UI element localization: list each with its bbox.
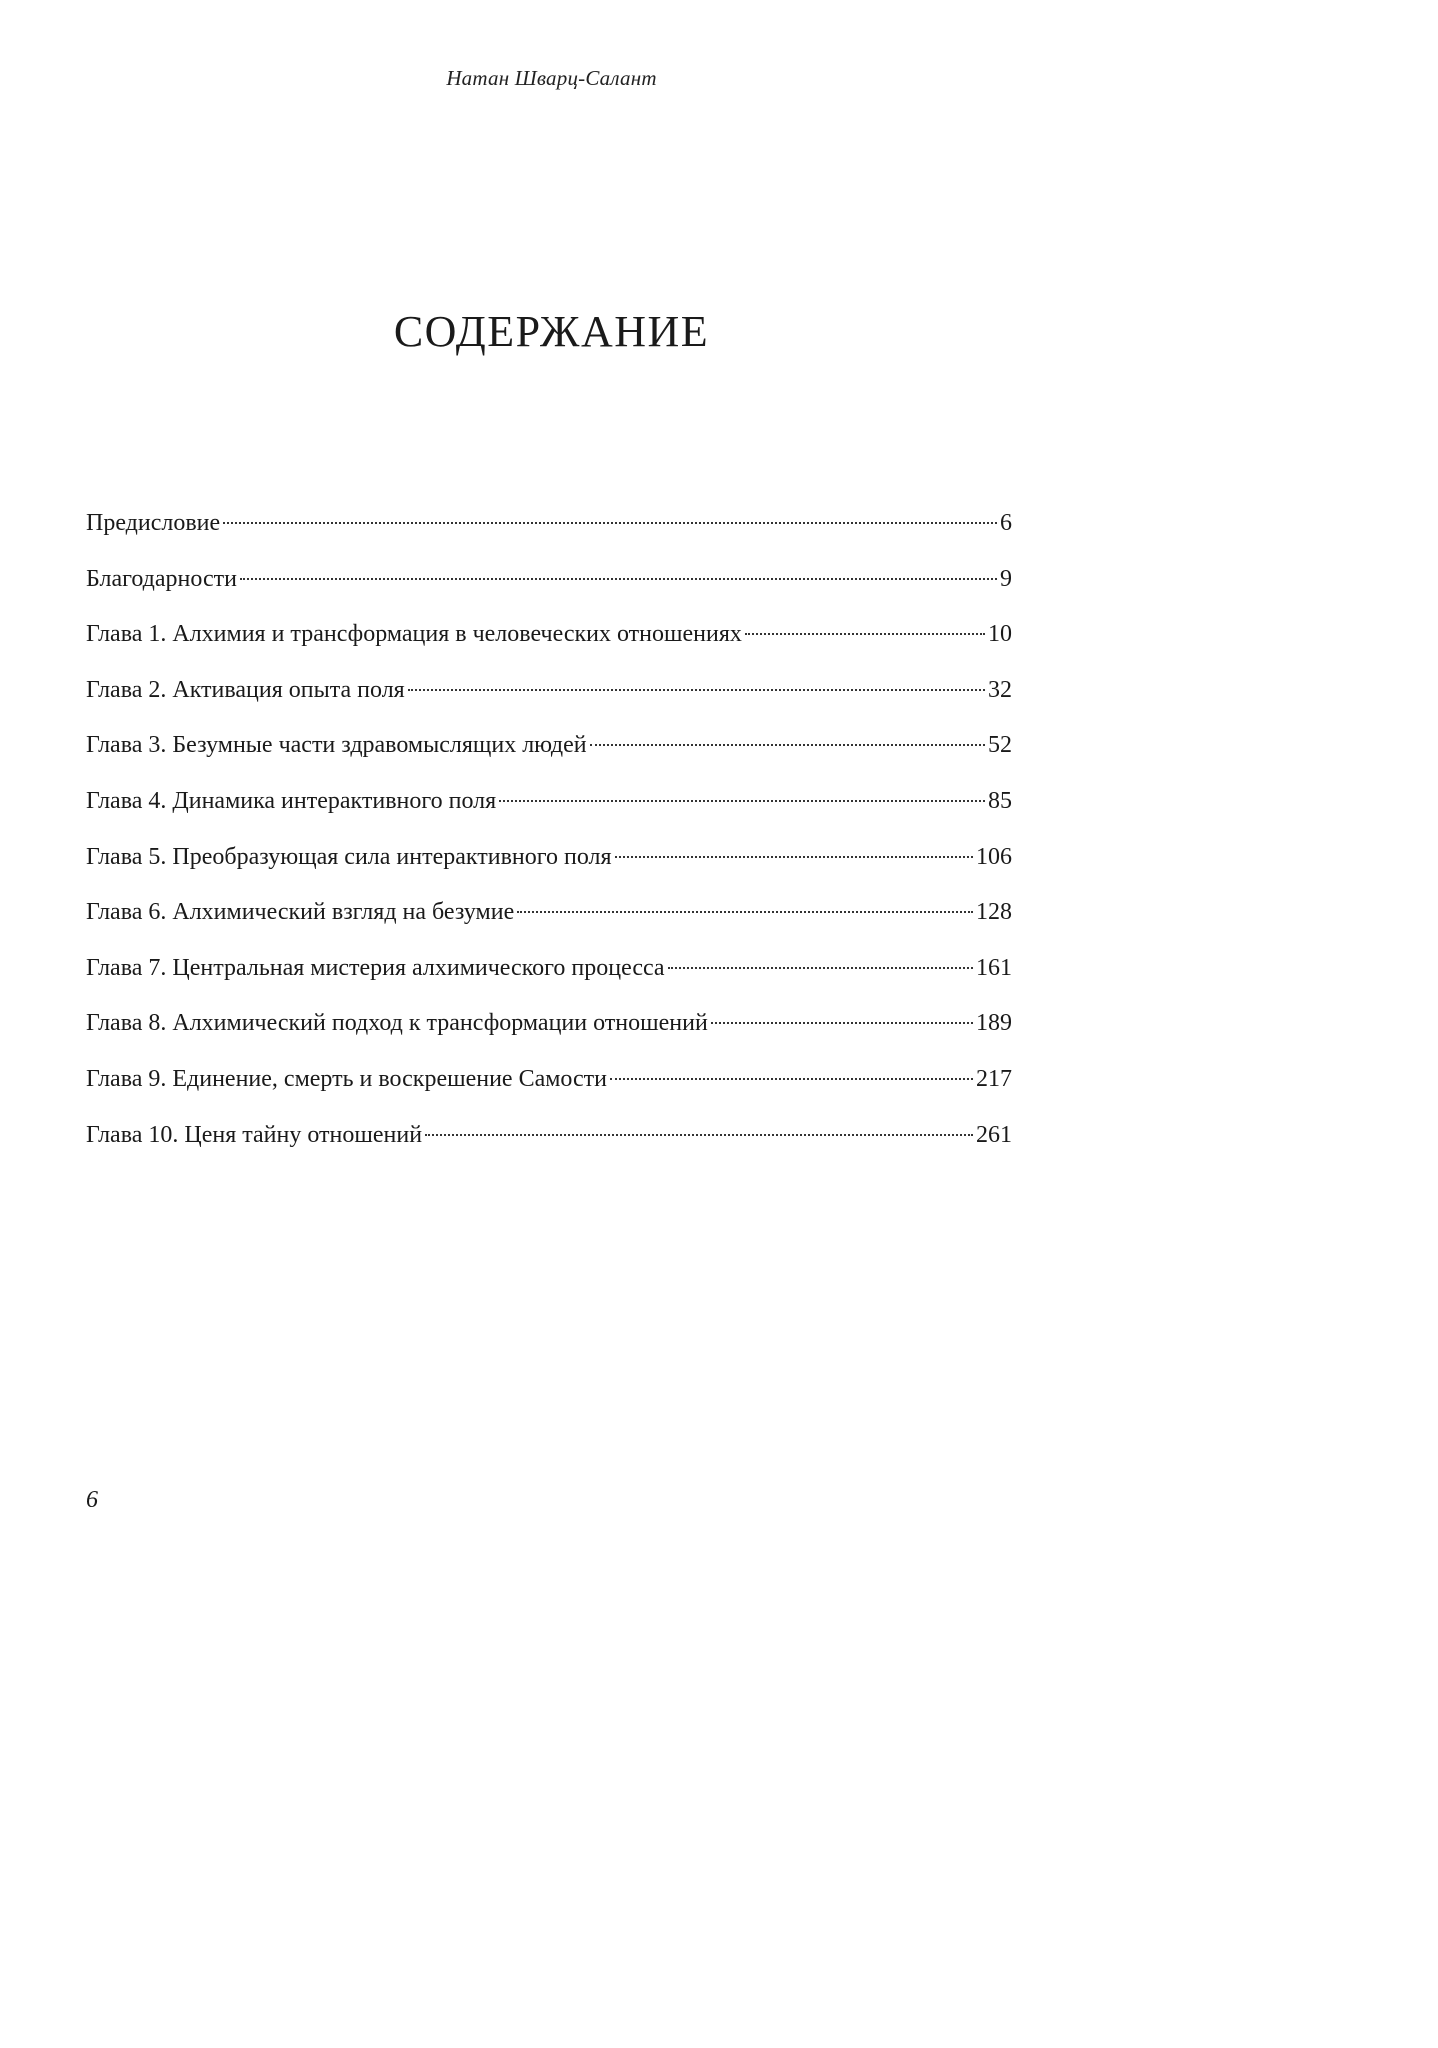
toc-item[interactable] bbox=[86, 1005, 1012, 1061]
toc-title: СОДЕРЖАНИЕ bbox=[393, 307, 710, 356]
toc-item[interactable] bbox=[86, 1061, 1012, 1117]
toc-item-page: 32 bbox=[988, 676, 1012, 703]
toc-item-label: Глава 3. Безумные части здравомыслящих людей bbox=[86, 732, 587, 759]
toc-item-label: Глава 1. Алхимия и трансформация в человеческих отношениях bbox=[86, 621, 742, 648]
toc-item-page: 217 bbox=[976, 1065, 1012, 1092]
toc-item-page: 261 bbox=[976, 1121, 1012, 1148]
toc-dot-leader bbox=[223, 522, 997, 524]
toc-item-page: 128 bbox=[976, 899, 1012, 926]
toc-item-label: Глава 10. Ценя тайну отношений bbox=[86, 1121, 423, 1148]
toc-item-label: Глава 6. Алхимический взгляд на безумие bbox=[86, 899, 515, 926]
running-header: Натан Шварц-Салант bbox=[446, 66, 657, 90]
toc-item-page: 9 bbox=[1000, 565, 1012, 592]
toc-dot-leader bbox=[668, 967, 973, 969]
toc-item-page: 10 bbox=[988, 621, 1012, 648]
toc-dot-leader bbox=[745, 633, 985, 635]
toc-item[interactable] bbox=[86, 839, 1012, 895]
toc-item[interactable] bbox=[86, 727, 1012, 783]
toc-dot-leader bbox=[499, 800, 985, 802]
toc-dot-leader bbox=[610, 1078, 973, 1080]
toc-item[interactable] bbox=[86, 672, 1012, 728]
toc-dot-leader bbox=[711, 1022, 973, 1024]
page-number: 6 bbox=[86, 1487, 98, 1513]
toc-item-page: 85 bbox=[988, 787, 1012, 814]
toc-item[interactable] bbox=[86, 505, 1012, 561]
toc-item[interactable] bbox=[86, 950, 1012, 1006]
toc-item-label: Глава 4. Динамика интерактивного поля bbox=[86, 787, 497, 814]
toc-item[interactable] bbox=[86, 894, 1012, 950]
toc-list bbox=[86, 505, 1012, 1172]
toc-item-page: 52 bbox=[988, 732, 1012, 759]
toc-item-label: Глава 9. Единение, смерть и воскрешение Самости bbox=[86, 1065, 608, 1092]
toc-item-label: Предисловие bbox=[86, 510, 221, 536]
toc-dot-leader bbox=[517, 911, 973, 913]
toc-item[interactable] bbox=[86, 783, 1012, 839]
toc-dot-leader bbox=[615, 856, 973, 858]
toc-item-label: Глава 2. Активация опыта поля bbox=[86, 676, 405, 703]
toc-dot-leader bbox=[240, 578, 997, 580]
toc-item-page: 106 bbox=[976, 843, 1012, 870]
toc-item-page: 6 bbox=[1000, 510, 1012, 536]
toc-item-page: 189 bbox=[976, 1010, 1012, 1037]
toc-item-label: Глава 7. Центральная мистерия алхимического процесса bbox=[86, 954, 665, 981]
toc-item-page: 161 bbox=[976, 954, 1012, 981]
toc-dot-leader bbox=[425, 1134, 973, 1136]
toc-item[interactable] bbox=[86, 616, 1012, 672]
toc-item-label: Благодарности bbox=[86, 565, 237, 592]
toc-item-label: Глава 5. Преобразующая сила интерактивного поля bbox=[86, 843, 612, 870]
toc-item[interactable] bbox=[86, 561, 1012, 617]
toc-dot-leader bbox=[590, 744, 985, 746]
toc-dot-leader bbox=[408, 689, 985, 691]
toc-item[interactable] bbox=[86, 1117, 1012, 1173]
toc-item-label: Глава 8. Алхимический подход к трансформации отношений bbox=[86, 1010, 708, 1037]
